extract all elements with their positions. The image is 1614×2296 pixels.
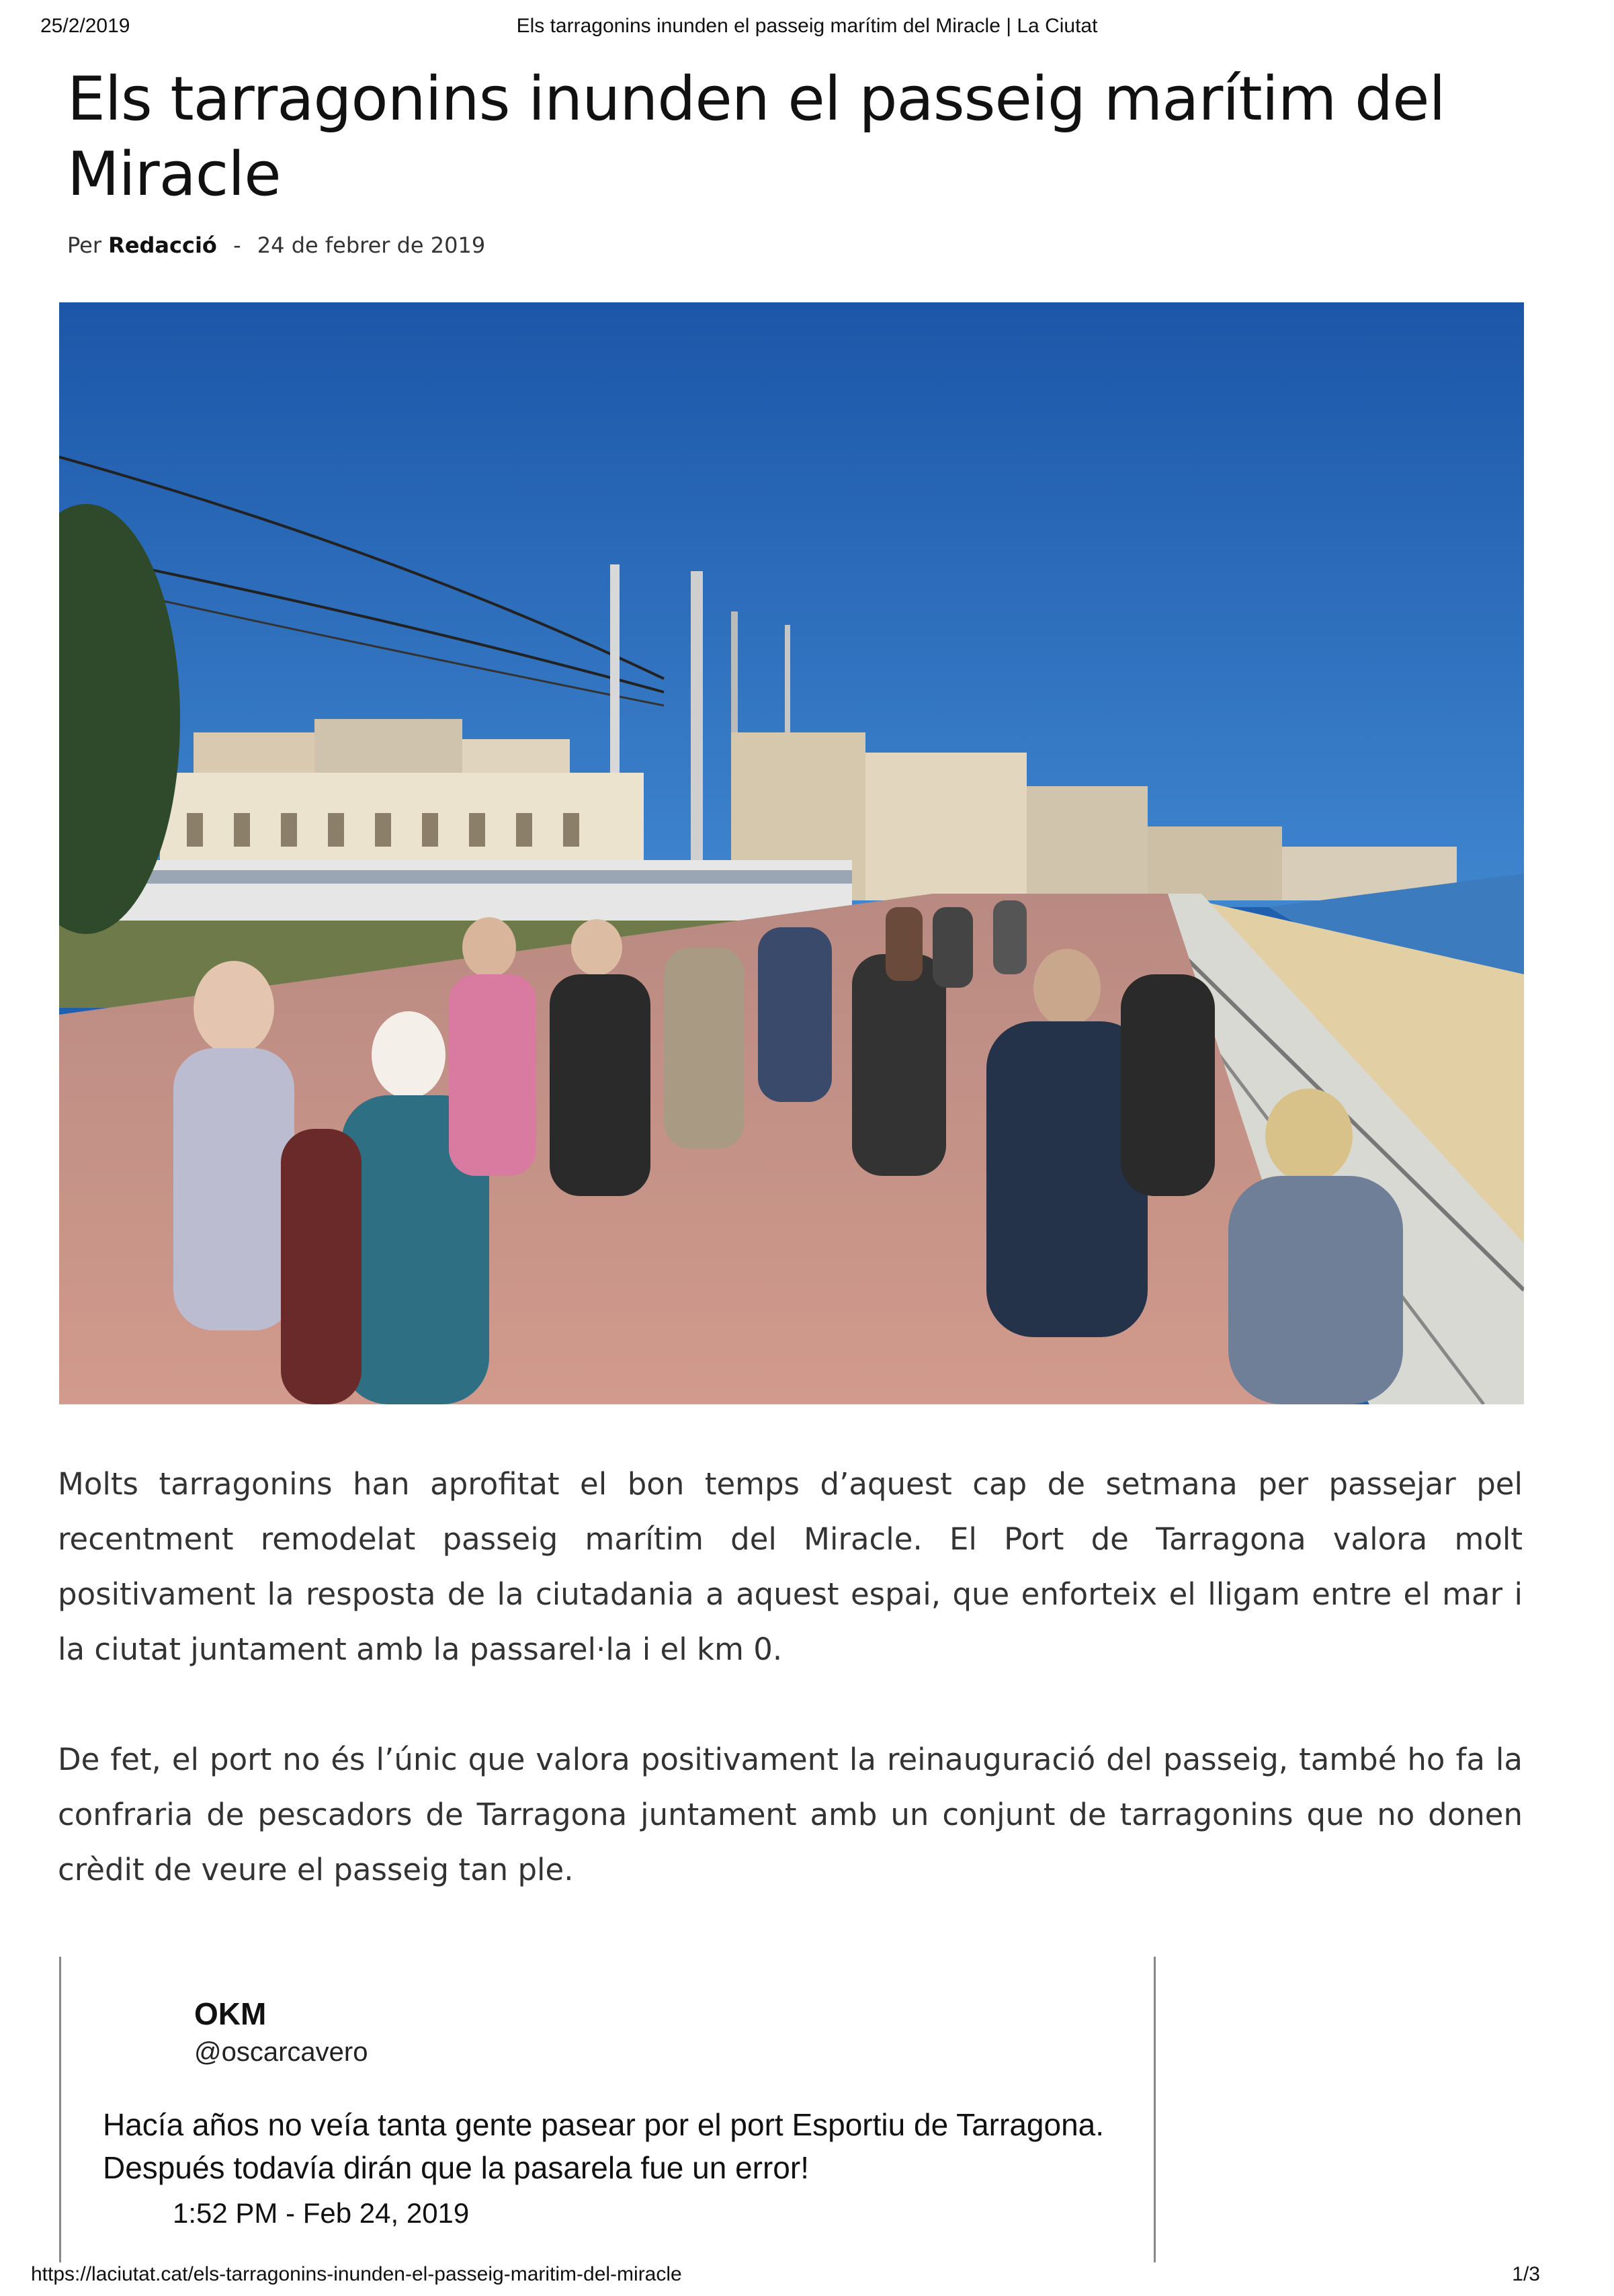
- print-date: 25/2/2019: [40, 15, 130, 37]
- byline-separator: -: [233, 232, 241, 258]
- print-page-title: Els tarragonins inunden el passeig marítim del Miracle | La Ciutat: [516, 15, 1098, 37]
- hero-photo: [59, 302, 1524, 1404]
- article-date: 24 de febrer de 2019: [257, 232, 486, 258]
- print-header: [0, 15, 1614, 42]
- print-footer: [0, 2263, 1614, 2290]
- byline: [67, 232, 485, 258]
- tweet-text: Hacía años no veía tanta gente pasear por el port Esportiu de Tarragona. Después todavía dirán que la pasarela fue un error!: [103, 2107, 1105, 2185]
- author-link[interactable]: Redacció: [108, 232, 217, 258]
- byline-prefix: Per: [67, 232, 101, 258]
- print-page-number: 1/3: [1512, 2263, 1540, 2285]
- tweet-author-name[interactable]: OKM: [194, 1996, 267, 2031]
- article-paragraph: Molts tarragonins han aprofitat el bon temps d’aquest cap de setmana per passejar pel recentment remodelat passeig marítim del Miracle. El Port de Tarragona valora molt positivament la resposta de la ciutadania a aquest espai, que enforteix el lligam entre el mar i la ciutat juntament amb la passarel·la i el km 0.: [58, 1466, 1523, 1667]
- embedded-tweet[interactable]: [59, 1957, 1156, 2262]
- print-url: https://laciutat.cat/els-tarragonins-inunden-el-passeig-maritim-del-miracle: [31, 2263, 682, 2285]
- tweet-author-handle[interactable]: @oscarcavero: [194, 2037, 368, 2067]
- tweet-timestamp[interactable]: 1:52 PM - Feb 24, 2019: [173, 2197, 470, 2229]
- article-paragraph: De fet, el port no és l’únic que valora positivament la reinauguració del passeig, també ho fa la confraria de pescadors de Tarragona juntament amb un conjunt de tarragonins que no donen crèdit de veure el passeig tan ple.: [58, 1742, 1523, 1887]
- article-title: Els tarragonins inunden el passeig marítim del Miracle: [67, 64, 1445, 210]
